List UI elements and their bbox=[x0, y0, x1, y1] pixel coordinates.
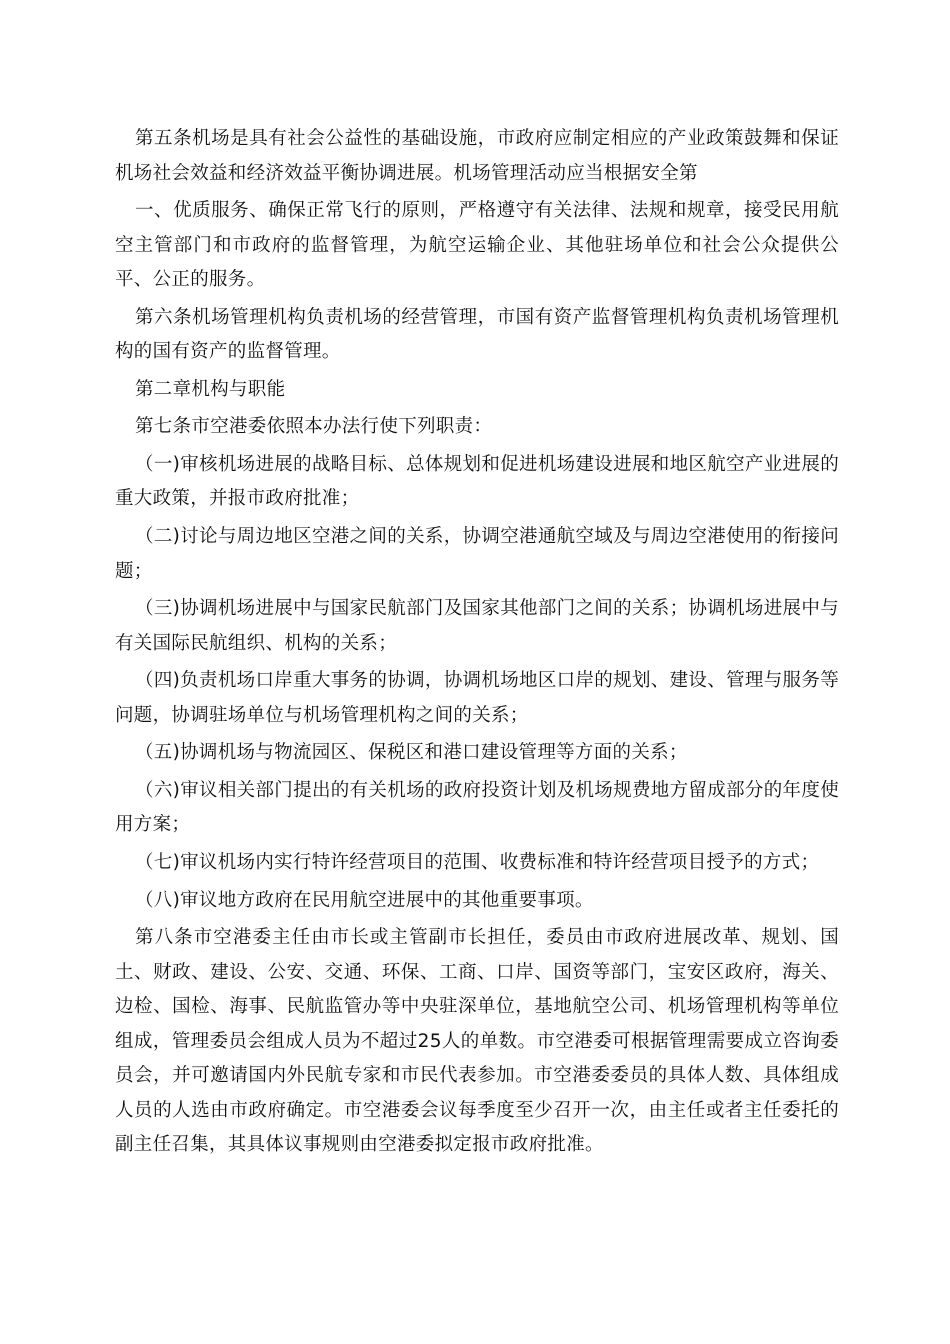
article-7-item-6: （六)审议相关部门提出的有关机场的政府投资计划及机场规费地方留成部分的年度使用方案； bbox=[115, 779, 839, 836]
article-7-item-3: （三)协调机场进展中与国家民航部门及国家其他部门之间的关系；协调机场进展中与有关国际民航组织、机构的关系； bbox=[115, 598, 839, 654]
article-8-paragraph: 第八条市空港委主任由市长或主管副市长担任，委员由市政府进展改革、规划、国土、财政、建设、公安、交通、环保、工商、口岸、国资等部门，宝安区政府，海关、边检、国检、海事、民航监管办等中央驻深单位，基地航空公司、机场管理机构等单位组成，管理委员会组成人员为不超过25人的单数。市空港委可根据管理需要成立咨询委员会，并可邀请国内外民航专家和市民代表参加。市空港委委员的具体人数、具体组成人员的人选由市政府确定。市空港委会议每季度至少召开一次，由主任或者主任委托的副主任召集，其具体议事规则由空港委拟定报市政府批准。 bbox=[115, 927, 839, 1156]
chapter-2-heading: 第二章机构与职能 bbox=[135, 378, 286, 400]
article-7-item-8: （八)审议地方政府在民用航空进展中的其他重要事项。 bbox=[135, 889, 594, 911]
article-5-paragraph: 第五条机场是具有社会公益性的基础设施，市政府应制定相应的产业政策鼓舞和保证机场社会效益和经济效益平衡协调进展。机场管理活动应当根据安全第 bbox=[115, 128, 839, 184]
document-body bbox=[115, 122, 839, 1166]
article-7-item-2: （二)讨论与周边地区空港之间的关系，协调空港通航空域及与周边空港使用的衔接问题； bbox=[115, 526, 839, 582]
article-7-item-5: （五)协调机场与物流园区、保税区和港口建设管理等方面的关系； bbox=[135, 742, 688, 764]
article-7-item-1: （一)审核机场进展的战略目标、总体规划和促进机场建设进展和地区航空产业进展的重大政策，并报市政府批准； bbox=[115, 453, 839, 510]
article-7-item-4: （四)负责机场口岸重大事务的协调，协调机场地区口岸的规划、建设、管理与服务等问题，协调驻场单位与机场管理机构之间的关系； bbox=[115, 670, 839, 726]
article-6-paragraph: 第六条机场管理机构负责机场的经营管理，市国有资产监督管理机构负责机场管理机构的国有资产的监督管理。 bbox=[115, 306, 839, 363]
article-7-paragraph: 第七条市空港委依照本办法行使下列职责： bbox=[135, 416, 493, 438]
article-7-item-7: （七)审议机场内实行特许经营项目的范围、收费标准和特许经营项目授予的方式； bbox=[135, 852, 820, 874]
article-5-continuation-paragraph: 一、优质服务、确保正常飞行的原则，严格遵守有关法律、法规和规章，接受民用航空主管部门和市政府的监督管理，为航空运输企业、其他驻场单位和社会公众提供公平、公正的服务。 bbox=[115, 200, 839, 291]
